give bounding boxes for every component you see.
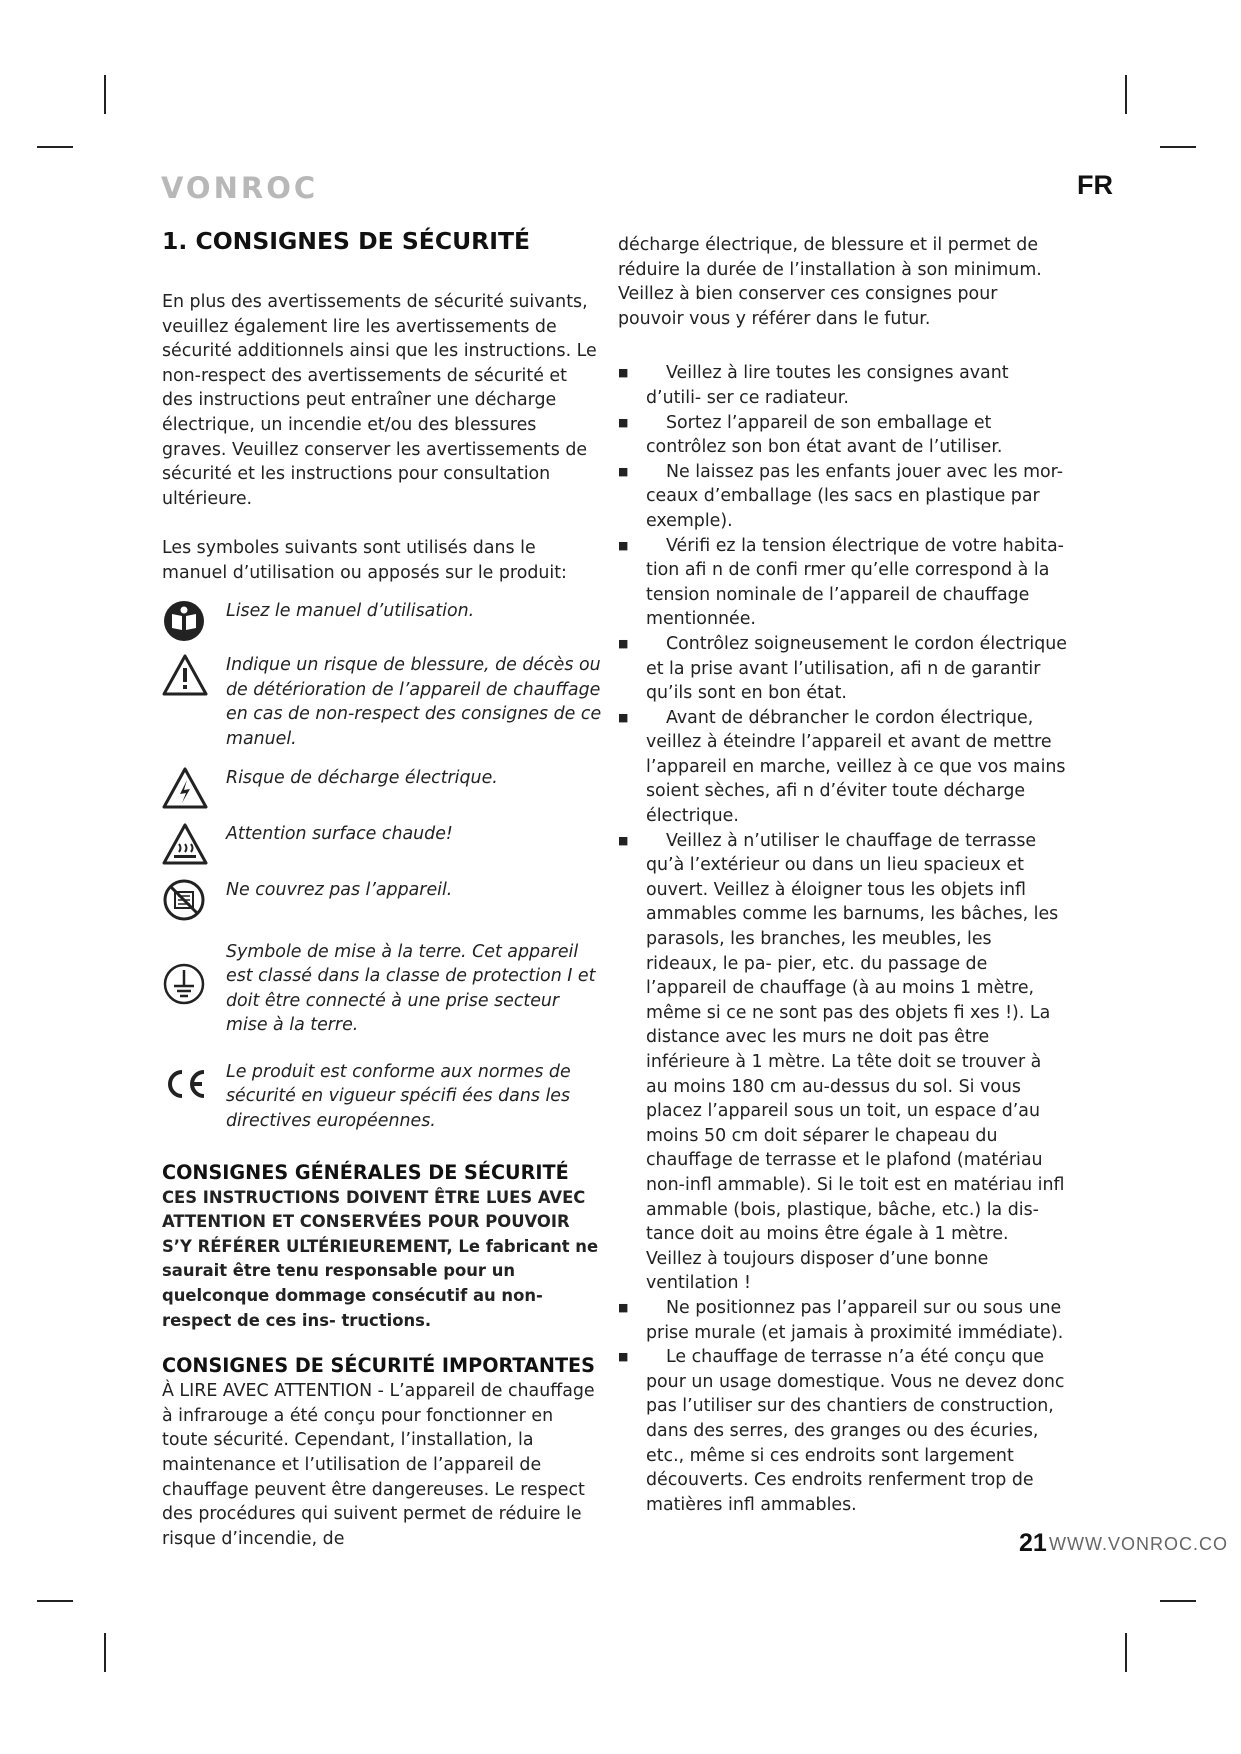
symbol-row — [162, 1060, 602, 1134]
crop-mark — [104, 1633, 106, 1672]
symbol-text: Risque de décharge électrique. — [226, 767, 498, 788]
general-safety-text: CES INSTRUCTIONS DOIVENT ÊTRE LUES AVEC ATTENTION ET CONSERVÉES POUR POUVOIR S’Y RÉFÉRER ULTÉRIEUREMENT, Le fabricant ne saurait être tenu responsable pour un quelconque dommage consécutif au non-respect de ces ins- tructions. — [162, 1187, 599, 1330]
ce-mark-icon — [162, 1060, 226, 1102]
list-item: ■ Ne laissez pas les enfants jouer avec les mor- ceaux d’emballage (les sacs en plastique par exemple). — [618, 461, 1063, 531]
read-manual-icon — [162, 599, 226, 643]
list-item: ■ Veillez à n’utiliser le chauffage de terrasse qu’à l’extérieur ou dans un lieu spacieux et ouvert. Veillez à éloigner tous les objets infl ammables comme les barnums, les bâches, les parasols, les branches, les meubles, les rideaux, le pa- pier, etc. du passage de l’appareil de chauffage (à au moins 1 mètre, même si ce ne sont pas des objets fi xes !). La distance avec les murs ne doit pas être inférieure à 1 mètre. La tête doit se trouver à au moins 180 cm au-dessus du sol. Si vous placez l’appareil sous un toit, un espace d’au moins 50 cm doit séparer le chapeau du chauffage de terrasse et le plafond (matériau non-infl ammable). Si le toit est en matériau infl ammable (bois, plastique, bâche, etc.) la dis- tance doit au moins être égale à 1 mètre. Veillez à toujours disposer d’une bonne ventilation ! — [618, 830, 1065, 1294]
list-item: ■ Contrôlez soigneusement le cordon électrique et la prise avant l’utilisation, afi n de garantir qu’ils sont en bon état. — [618, 633, 1067, 704]
symbol-row — [162, 940, 602, 1038]
symbols-intro: Les symboles suivants sont utilisés dans le manuel d’utilisation ou apposés sur le produit: — [162, 537, 567, 583]
crop-mark — [1160, 1600, 1196, 1602]
symbol-text: Ne couvrez pas l’appareil. — [226, 879, 453, 900]
section-title: 1. CONSIGNES DE SÉCURITÉ — [162, 227, 531, 255]
important-safety-heading: CONSIGNES DE SÉCURITÉ IMPORTANTES — [162, 1354, 595, 1378]
list-item: ■ Veillez à lire toutes les consignes avant d’utili- ser ce radiateur. — [618, 363, 1009, 408]
list-item: ■ Vérifi ez la tension électrique de votre habita- tion afi n de confi rmer qu’elle correspond à la tension nominale de l’appareil de chauffage mentionnée. — [618, 535, 1064, 630]
language-tag: FR — [1077, 170, 1113, 200]
earth-ground-icon — [162, 940, 226, 1006]
symbol-text: Symbole de mise à la terre. Cet appareil est classé dans la classe de protection I et doit être connecté à une prise secteur mise à la terre. — [226, 941, 596, 1036]
left-column — [162, 226, 602, 1551]
general-safety-heading: CONSIGNES GÉNÉRALES DE SÉCURITÉ — [162, 1160, 569, 1184]
do-not-cover-icon — [162, 878, 226, 922]
warning-triangle-icon — [162, 653, 226, 697]
footer-url: WWW.VONROC.CO — [1049, 1534, 1228, 1554]
list-item: ■ Avant de débrancher le cordon électrique, veillez à éteindre l’appareil et avant de mettre l’appareil en marche, veillez à ce que vos mains soient sèches, afi n d’éviter toute décharge électrique. — [618, 707, 1066, 827]
crop-mark — [37, 146, 73, 148]
safety-bullet-list — [618, 361, 1068, 1517]
symbol-text: Le produit est conforme aux normes de sécurité en vigueur spécifi ées dans les directives européennes. — [226, 1061, 571, 1132]
symbol-row — [162, 766, 602, 810]
right-column — [618, 233, 1068, 1517]
symbol-row — [162, 878, 602, 922]
important-safety-continued: décharge électrique, de blessure et il permet de réduire la durée de l’installation à son minimum. Veillez à bien conserver ces consignes pour pouvoir vous y référer dans le futur. — [618, 235, 1042, 329]
list-item: ■ Le chauffage de terrasse n’a été conçu que pour un usage domestique. Vous ne devez donc pas l’utiliser sur des chantiers de construction, dans des serres, des granges ou des écuries, etc., même si ces endroits sont largement découverts. Ces endroits renferment trop de matières infl ammables. — [618, 1347, 1065, 1515]
symbol-text: Attention surface chaude! — [226, 823, 453, 844]
crop-mark — [1125, 1633, 1127, 1672]
crop-mark — [1160, 146, 1196, 148]
hot-surface-icon — [162, 822, 226, 866]
crop-mark — [1125, 75, 1127, 114]
important-safety-text: À LIRE AVEC ATTENTION - L’appareil de chauffage à infrarouge a été conçu pour fonctionner en toute sécurité. Cependant, l’installation, la maintenance et l’utilisation de l’appareil de chauffage peuvent être dangereuses. Le respect des procédures qui suivent permet de réduire le risque d’incendie, de — [162, 1381, 595, 1549]
symbol-text: Lisez le manuel d’utilisation. — [226, 601, 475, 622]
electric-shock-icon — [162, 766, 226, 810]
page-number: 21 — [1019, 1529, 1047, 1557]
intro-paragraph: En plus des avertissements de sécurité suivants, veuillez également lire les avertissements de sécurité additionnels ainsi que les instructions. Le non-respect des avertissements de sécurité et des instructions peut entraîner une décharge électrique, un incendie et/ou des blessures graves. Veuillez conserver les avertissements de sécurité et les instructions pour consultation ultérieure. — [162, 292, 597, 509]
symbol-row — [162, 822, 602, 866]
crop-mark — [104, 75, 106, 114]
symbol-text: Indique un risque de blessure, de décès ou de détérioration de l’appareil de chauffage en cas de non-respect des consignes de ce manuel. — [226, 655, 602, 749]
brand-logo: VONROC — [161, 171, 319, 205]
crop-mark — [37, 1600, 73, 1602]
symbol-row — [162, 599, 602, 643]
list-item: ■ Sortez l’appareil de son emballage et contrôlez son bon état avant de l’utiliser. — [618, 412, 1003, 458]
list-item: ■ Ne positionnez pas l’appareil sur ou sous une prise murale (et jamais à proximité immédiate). — [618, 1297, 1064, 1343]
symbol-row — [162, 653, 602, 751]
